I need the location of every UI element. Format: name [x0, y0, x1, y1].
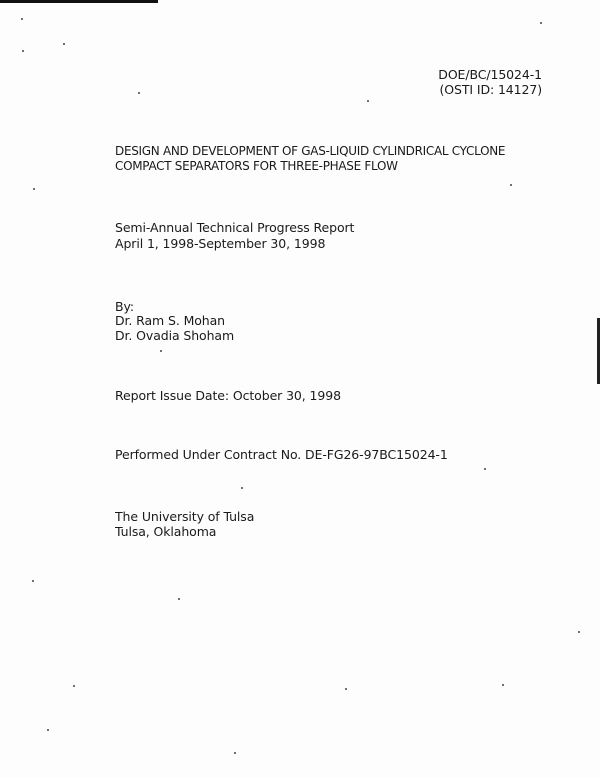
document-title-line2: COMPACT SEPARATORS FOR THREE-PHASE FLOW	[115, 159, 398, 173]
report-period: April 1, 1998-September 30, 1998	[115, 236, 326, 251]
scan-speck	[63, 43, 65, 45]
report-type: Semi-Annual Technical Progress Report	[115, 220, 355, 235]
organization-location: Tulsa, Oklahoma	[115, 524, 217, 539]
by-label: By:	[115, 299, 134, 314]
scan-speck	[367, 100, 369, 102]
scan-speck	[160, 350, 162, 352]
scan-speck	[21, 18, 23, 20]
author-name: Dr. Ram S. Mohan	[115, 313, 226, 328]
scan-speck	[22, 50, 24, 52]
scan-speck	[178, 598, 180, 600]
scan-speck	[33, 188, 35, 190]
scan-speck	[502, 684, 504, 686]
scan-speck	[138, 92, 140, 94]
issue-date: Report Issue Date: October 30, 1998	[115, 388, 341, 403]
organization-name: The University of Tulsa	[115, 509, 255, 524]
scan-speck	[484, 468, 486, 470]
author-name: Dr. Ovadia Shoham	[115, 328, 235, 343]
scan-speck	[510, 184, 512, 186]
scan-speck	[540, 22, 542, 24]
scan-speck	[73, 685, 75, 687]
scan-speck	[578, 631, 580, 633]
osti-id: (OSTI ID: 14127)	[439, 82, 542, 97]
scan-artifact-top	[0, 0, 158, 3]
scan-speck	[32, 580, 34, 582]
scan-speck	[234, 752, 236, 754]
doc-number: DOE/BC/15024-1	[438, 67, 542, 82]
document-title-line1: DESIGN AND DEVELOPMENT OF GAS-LIQUID CYLINDRICAL CYCLONE	[115, 144, 506, 158]
scan-speck	[345, 688, 347, 690]
scan-speck	[241, 487, 243, 489]
scan-speck	[47, 729, 49, 731]
contract-number: Performed Under Contract No. DE-FG26-97BC15024-1	[115, 447, 448, 462]
